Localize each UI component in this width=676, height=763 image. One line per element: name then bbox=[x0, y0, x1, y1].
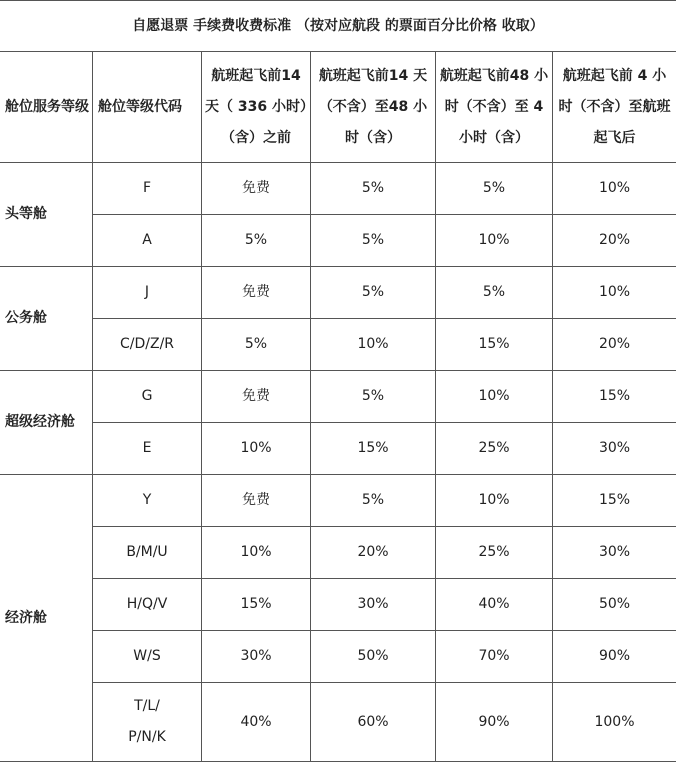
group-economy-class: 经济舱 bbox=[0, 475, 93, 762]
group-first-class: 头等舱 bbox=[0, 163, 93, 267]
fee-cell: 10% bbox=[436, 371, 553, 423]
fee-cell: 90% bbox=[436, 683, 553, 762]
fee-cell: 20% bbox=[553, 319, 676, 371]
fee-cell: 30% bbox=[202, 631, 311, 683]
header-class-code: 舱位等级代码 bbox=[93, 52, 202, 163]
fee-cell: 5% bbox=[311, 215, 436, 267]
fee-cell: 5% bbox=[436, 267, 553, 319]
fee-cell: 70% bbox=[436, 631, 553, 683]
table-row bbox=[0, 215, 676, 267]
fee-cell: 60% bbox=[311, 683, 436, 762]
fee-cell: 15% bbox=[553, 371, 676, 423]
class-code-cell: C/D/Z/R bbox=[93, 319, 202, 371]
fee-cell: 30% bbox=[553, 423, 676, 475]
class-code-cell: G bbox=[93, 371, 202, 423]
table-row bbox=[0, 579, 676, 631]
table-row bbox=[0, 631, 676, 683]
fee-cell: 20% bbox=[311, 527, 436, 579]
fee-cell: 5% bbox=[311, 371, 436, 423]
group-premium-economy: 超级经济舱 bbox=[0, 371, 93, 475]
fee-cell: 40% bbox=[436, 579, 553, 631]
header-class-level: 舱位服务等级 bbox=[0, 52, 93, 163]
fee-cell: 50% bbox=[553, 579, 676, 631]
class-code-cell: T/L/ P/N/K bbox=[93, 683, 202, 762]
table-row bbox=[0, 423, 676, 475]
class-code-cell: J bbox=[93, 267, 202, 319]
fee-cell: 90% bbox=[553, 631, 676, 683]
fee-cell: 25% bbox=[436, 423, 553, 475]
fee-cell: 20% bbox=[553, 215, 676, 267]
fee-cell: 免费 bbox=[202, 475, 311, 527]
fee-cell: 10% bbox=[202, 423, 311, 475]
table-row bbox=[0, 683, 676, 762]
class-code-cell: E bbox=[93, 423, 202, 475]
table-row bbox=[0, 475, 676, 527]
fee-cell: 10% bbox=[436, 475, 553, 527]
class-code-cell: F bbox=[93, 163, 202, 215]
fee-cell: 15% bbox=[202, 579, 311, 631]
fee-cell: 100% bbox=[553, 683, 676, 762]
class-code-cell: Y bbox=[93, 475, 202, 527]
fee-cell: 50% bbox=[311, 631, 436, 683]
header-before-14-days: 航班起飞前14 天（ 336 小时）（含）之前 bbox=[202, 52, 311, 163]
fee-cell: 5% bbox=[202, 319, 311, 371]
fee-cell: 5% bbox=[311, 267, 436, 319]
table-title: 自愿退票 手续费收费标准 （按对应航段 的票面百分比价格 收取） bbox=[0, 1, 676, 52]
fee-cell: 15% bbox=[553, 475, 676, 527]
fee-cell: 5% bbox=[202, 215, 311, 267]
fee-cell: 免费 bbox=[202, 267, 311, 319]
fee-cell: 5% bbox=[436, 163, 553, 215]
fee-cell: 10% bbox=[202, 527, 311, 579]
header-48-hours-to-4-hours: 航班起飞前48 小时（不含）至 4 小时（含） bbox=[436, 52, 553, 163]
fee-cell: 40% bbox=[202, 683, 311, 762]
table-row bbox=[0, 319, 676, 371]
fee-cell: 25% bbox=[436, 527, 553, 579]
fee-cell: 10% bbox=[436, 215, 553, 267]
class-code-cell: A bbox=[93, 215, 202, 267]
class-code-cell: B/M/U bbox=[93, 527, 202, 579]
fee-cell: 15% bbox=[311, 423, 436, 475]
fee-cell: 5% bbox=[311, 475, 436, 527]
fee-cell: 30% bbox=[553, 527, 676, 579]
fee-cell: 免费 bbox=[202, 163, 311, 215]
fee-cell: 10% bbox=[553, 163, 676, 215]
header-14-days-to-48-hours: 航班起飞前14 天（不含）至48 小时（含） bbox=[311, 52, 436, 163]
table-row bbox=[0, 371, 676, 423]
table-row bbox=[0, 267, 676, 319]
table-row bbox=[0, 527, 676, 579]
fee-cell: 5% bbox=[311, 163, 436, 215]
fee-cell: 15% bbox=[436, 319, 553, 371]
header-row bbox=[0, 52, 676, 163]
table-row bbox=[0, 163, 676, 215]
fee-cell: 免费 bbox=[202, 371, 311, 423]
class-code-cell: W/S bbox=[93, 631, 202, 683]
fee-cell: 10% bbox=[553, 267, 676, 319]
fee-cell: 10% bbox=[311, 319, 436, 371]
header-4-hours-to-after-departure: 航班起飞前 4 小时（不含）至航班起飞后 bbox=[553, 52, 676, 163]
class-code-cell: H/Q/V bbox=[93, 579, 202, 631]
group-business-class: 公务舱 bbox=[0, 267, 93, 371]
fee-cell: 30% bbox=[311, 579, 436, 631]
